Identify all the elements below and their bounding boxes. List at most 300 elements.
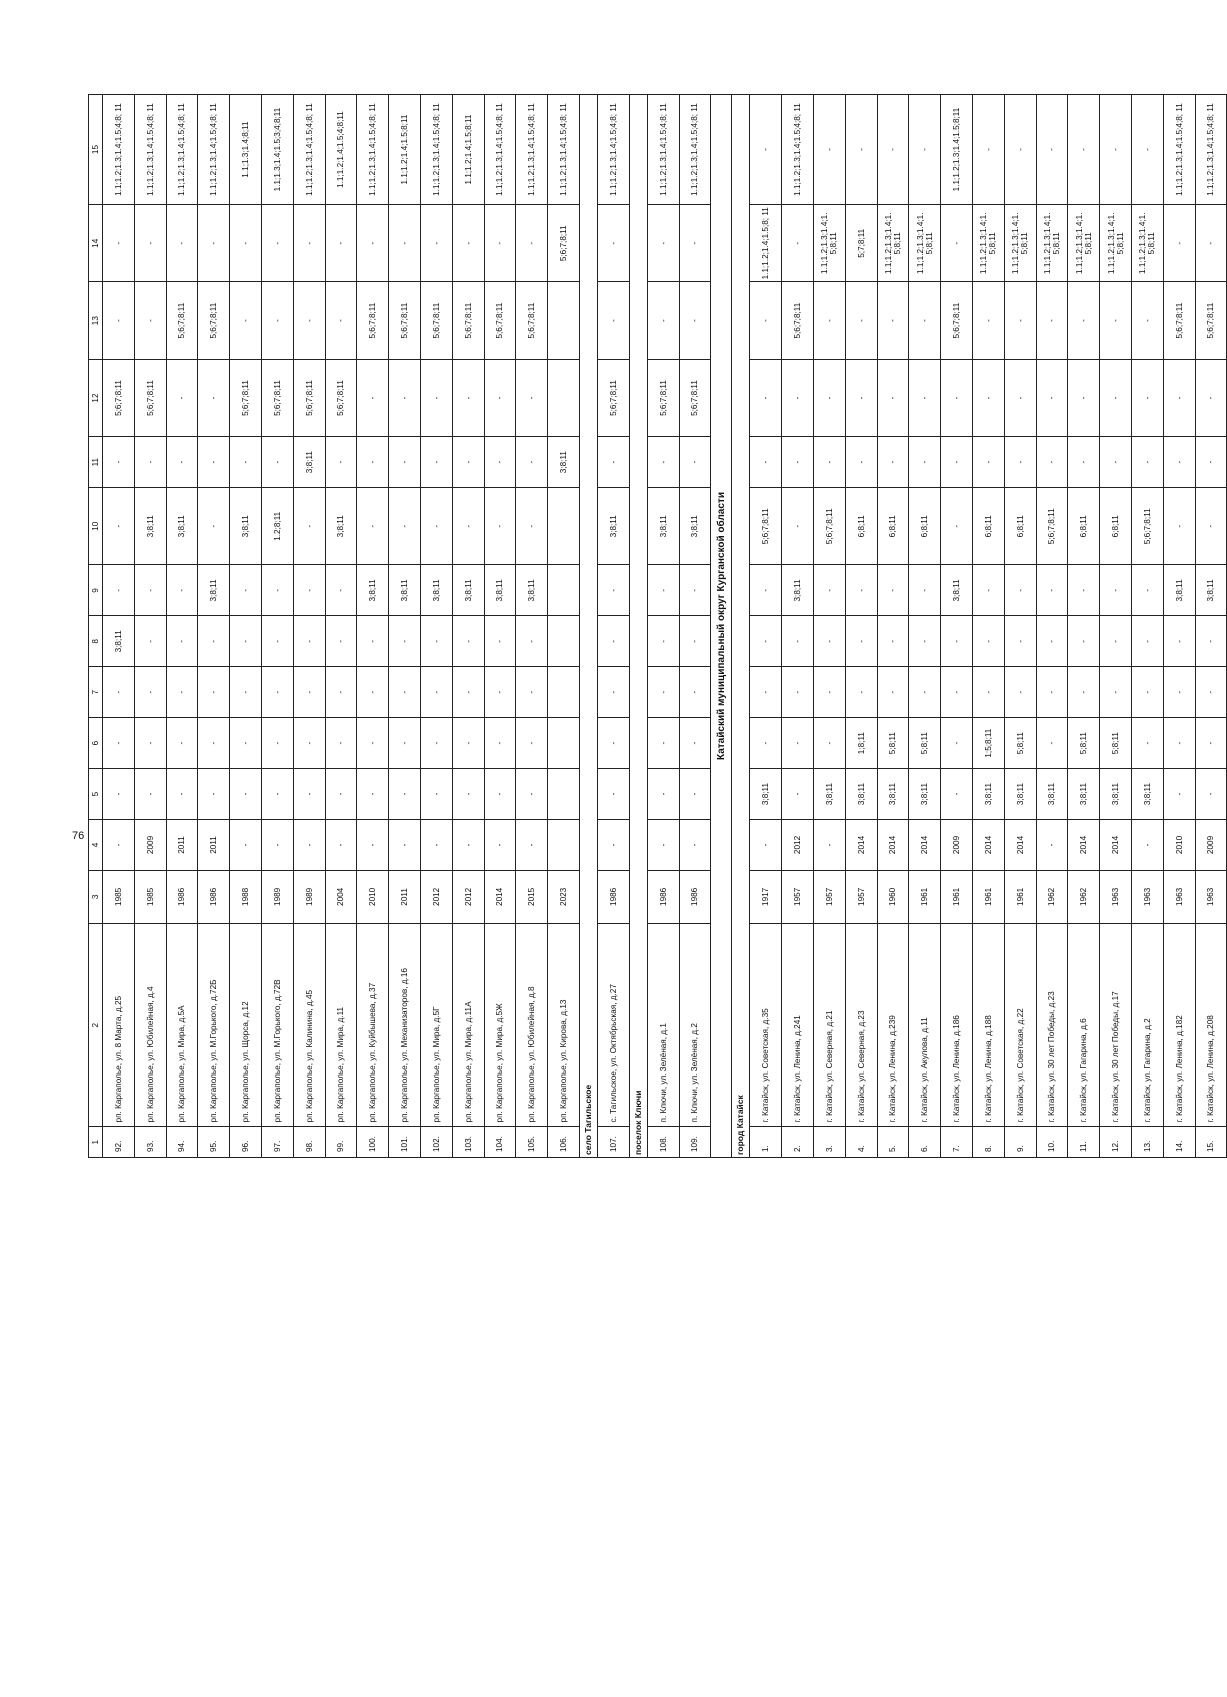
table-cell: -	[679, 769, 711, 820]
table-cell: -	[1068, 437, 1100, 488]
table-cell: -	[325, 718, 357, 769]
table-cell: -	[261, 718, 293, 769]
row-number: 9.	[1004, 1127, 1036, 1158]
table-cell: -	[1195, 437, 1227, 488]
table-cell	[548, 359, 580, 436]
table-cell: -	[103, 769, 135, 820]
table-cell: -	[357, 769, 389, 820]
table-cell: -	[484, 616, 516, 667]
table-cell: 5;6;7;8;11	[597, 359, 629, 436]
table-cell: -	[1131, 616, 1163, 667]
table-cell: -	[1195, 769, 1227, 820]
table-cell: -	[1004, 565, 1036, 616]
table-cell: -	[813, 359, 845, 436]
table-cell: -	[597, 437, 629, 488]
address-cell: рп. Каргаполье, ул. Мира, д.5Г	[420, 923, 452, 1127]
table-cell: 5;6;7;8;11	[103, 359, 135, 436]
table-cell: -	[1163, 437, 1195, 488]
table-cell: -	[293, 488, 325, 565]
address-cell: г. Катайск, ул. Ленина, д.186	[941, 923, 973, 1127]
table-cell: -	[813, 820, 845, 871]
table-cell: -	[750, 616, 782, 667]
table-cell: -	[261, 437, 293, 488]
table-cell: -	[782, 667, 814, 718]
table-cell: -	[420, 769, 452, 820]
table-cell: 3;8;11	[1131, 769, 1163, 820]
table-cell: 5;6;7;8;11	[941, 282, 973, 359]
table-cell: 5;6;7;8;11	[166, 282, 198, 359]
table-cell: -	[357, 718, 389, 769]
table-cell: 3;8;11	[357, 565, 389, 616]
table-cell	[548, 667, 580, 718]
table-row	[420, 95, 452, 1158]
address-cell: г. Катайск, ул. Ленина, д.241	[782, 923, 814, 1127]
table-cell: -	[452, 359, 484, 436]
table-cell: 1988	[230, 870, 262, 923]
table-cell: -	[134, 565, 166, 616]
table-cell: -	[134, 667, 166, 718]
table-cell: -	[103, 205, 135, 282]
table-row	[972, 95, 1004, 1158]
table-cell: -	[1004, 616, 1036, 667]
table-cell: -	[103, 565, 135, 616]
table-cell: 1.1;1.2;1.3;1.4;1. 5;8;11	[909, 205, 941, 282]
table-cell: 5;6;7;8;11	[750, 488, 782, 565]
table-cell: 3;8;11	[750, 769, 782, 820]
row-number: 94.	[166, 1127, 198, 1158]
table-cell: -	[452, 718, 484, 769]
table-cell: -	[1131, 282, 1163, 359]
table-cell: 2014	[845, 820, 877, 871]
table-row	[845, 95, 877, 1158]
table-cell: -	[1068, 282, 1100, 359]
table-cell: 2012	[452, 870, 484, 923]
table-cell: 2010	[357, 870, 389, 923]
table-cell: 2014	[1100, 820, 1132, 871]
table-cell: 1.1;1.2;1.3;1.4;1. 5;8;11	[1068, 205, 1100, 282]
table-cell: -	[972, 95, 1004, 205]
address-cell: г. Катайск, ул. 30 лет Победы, д.23	[1036, 923, 1068, 1127]
table-cell	[548, 488, 580, 565]
table-row	[516, 95, 548, 1158]
table-cell: -	[484, 820, 516, 871]
table-cell: 1963	[1131, 870, 1163, 923]
table-cell: 2011	[166, 820, 198, 871]
table-cell: -	[679, 205, 711, 282]
table-row	[877, 95, 909, 1158]
table-cell: 1.1;1.2;1.3;1.4;1.5;4;8; 11	[548, 95, 580, 205]
table-cell: 1963	[1195, 870, 1227, 923]
table-cell: -	[1163, 718, 1195, 769]
table-cell: 2014	[1004, 820, 1036, 871]
table-cell: 5;6;7;8;11	[1036, 488, 1068, 565]
table-cell	[548, 616, 580, 667]
table-cell: -	[230, 718, 262, 769]
address-cell: г. Катайск, ул. Северная, д.21	[813, 923, 845, 1127]
table-row	[1100, 95, 1132, 1158]
table-cell: -	[420, 718, 452, 769]
table-cell: -	[230, 667, 262, 718]
row-number: 6.	[909, 1127, 941, 1158]
table-cell: -	[750, 820, 782, 871]
row-number: 4.	[845, 1127, 877, 1158]
table-cell: 6;8;11	[877, 488, 909, 565]
table-cell: -	[516, 616, 548, 667]
table-row	[647, 95, 679, 1158]
page-number: 76	[72, 830, 85, 842]
table-cell: 1.1;1.2;1.3;1.4;1.5;4;8; 11	[103, 95, 135, 205]
table-cell: -	[198, 718, 230, 769]
table-cell: 5;8;11	[909, 718, 941, 769]
header-cell: 14	[89, 205, 103, 282]
table-cell: -	[813, 718, 845, 769]
table-cell: -	[1100, 359, 1132, 436]
table-cell: -	[420, 616, 452, 667]
table-cell: -	[1163, 667, 1195, 718]
table-cell: -	[941, 205, 973, 282]
table-cell: -	[230, 769, 262, 820]
address-cell: г. Катайск, ул. Гагарина, д.2	[1131, 923, 1163, 1127]
table-cell: -	[452, 437, 484, 488]
table-cell: -	[389, 616, 421, 667]
address-cell: рп. Каргаполье, ул. Щорса, д.12	[230, 923, 262, 1127]
table-cell: -	[597, 820, 629, 871]
table-cell: 3;8;11	[325, 488, 357, 565]
section-header-row	[732, 95, 750, 1158]
table-cell: 5;6;7;8;11	[484, 282, 516, 359]
table-cell: 3;8;11	[166, 488, 198, 565]
table-cell: -	[877, 437, 909, 488]
row-number: 98.	[293, 1127, 325, 1158]
table-cell: -	[972, 282, 1004, 359]
table-cell: -	[877, 667, 909, 718]
table-cell: -	[679, 667, 711, 718]
table-cell: 5;8;11	[1004, 718, 1036, 769]
table-cell: -	[484, 437, 516, 488]
table-cell: 3;8;11	[293, 437, 325, 488]
table-cell: -	[516, 488, 548, 565]
building-table	[88, 94, 1227, 1158]
table-cell: 3;8;11	[597, 488, 629, 565]
address-cell: г. Катайск, ул. Ленина, д.208	[1195, 923, 1227, 1127]
table-cell: -	[1131, 718, 1163, 769]
table-cell: 5;6;7;8;11	[230, 359, 262, 436]
table-cell: -	[647, 616, 679, 667]
table-cell: -	[230, 282, 262, 359]
table-cell: 1961	[909, 870, 941, 923]
table-cell: -	[420, 359, 452, 436]
table-cell: -	[1163, 205, 1195, 282]
table-cell: -	[230, 437, 262, 488]
table-cell: -	[813, 437, 845, 488]
table-cell: -	[1131, 820, 1163, 871]
table-cell: -	[452, 616, 484, 667]
table-cell: -	[750, 359, 782, 436]
row-number: 14.	[1163, 1127, 1195, 1158]
table-cell: -	[941, 667, 973, 718]
table-cell: -	[1068, 667, 1100, 718]
table-cell: -	[750, 565, 782, 616]
table-cell: 1.1;1.2;1.3;1.4;1. 5;8;11	[1004, 205, 1036, 282]
address-cell: г. Катайск, ул. Ленина, д.182	[1163, 923, 1195, 1127]
table-cell: 1960	[877, 870, 909, 923]
table-cell: -	[877, 565, 909, 616]
table-cell: -	[1100, 282, 1132, 359]
table-cell: 5;6;7;8;11	[293, 359, 325, 436]
table-cell: -	[293, 616, 325, 667]
table-row	[1131, 95, 1163, 1158]
table-cell: -	[389, 437, 421, 488]
table-cell: 5;6;7;8;11	[357, 282, 389, 359]
table-cell: -	[845, 616, 877, 667]
table-cell: 1961	[941, 870, 973, 923]
table-cell: -	[198, 359, 230, 436]
table-cell: -	[198, 616, 230, 667]
table-row	[261, 95, 293, 1158]
table-cell: -	[230, 205, 262, 282]
address-cell: г. Катайск, ул. Ленина, д.239	[877, 923, 909, 1127]
table-cell: 1.1;1.2;1.3;1.4;1.5;4;8; 11	[293, 95, 325, 205]
table-cell: -	[877, 282, 909, 359]
table-cell: -	[103, 488, 135, 565]
address-cell: рп. Каргаполье, ул. Юбилейная, д.8	[516, 923, 548, 1127]
table-cell: -	[389, 359, 421, 436]
table-cell: -	[1036, 282, 1068, 359]
table-row	[1195, 95, 1227, 1158]
table-cell: -	[941, 769, 973, 820]
table-cell: 1917	[750, 870, 782, 923]
address-cell: рп. Каргаполье, ул. Мира, д.5Ж	[484, 923, 516, 1127]
table-row	[1004, 95, 1036, 1158]
table-cell: -	[452, 667, 484, 718]
header-cell: 2	[89, 923, 103, 1127]
table-cell: -	[647, 769, 679, 820]
table-cell: -	[647, 565, 679, 616]
table-cell: 5;8;11	[1068, 718, 1100, 769]
table-cell: -	[813, 616, 845, 667]
table-cell: 1;8;11	[845, 718, 877, 769]
table-cell: 3;8;11	[230, 488, 262, 565]
address-cell: рп. Каргаполье, ул. Мира, д.11	[325, 923, 357, 1127]
table-cell: 1.1;1.3;1.4;8;11	[230, 95, 262, 205]
table-cell: -	[1004, 282, 1036, 359]
table-cell: 1.1;1.2;1.3;1.4;1.5;4;8; 11	[516, 95, 548, 205]
table-cell: 3;8;11	[972, 769, 1004, 820]
table-cell: -	[357, 488, 389, 565]
table-cell: -	[909, 616, 941, 667]
table-cell: -	[1004, 437, 1036, 488]
table-cell: 5;6;7;8;11	[1131, 488, 1163, 565]
table-cell: -	[1100, 667, 1132, 718]
table-cell: -	[1004, 95, 1036, 205]
table-cell: 1.1;1.2;1.4;1.5;8;11	[389, 95, 421, 205]
table-cell: -	[782, 437, 814, 488]
table-cell: 1986	[597, 870, 629, 923]
table-cell: -	[1131, 667, 1163, 718]
table-cell: 1.1;1.2;1.3;1.4;1.5;4;8; 11	[1195, 95, 1227, 205]
table-cell: 1.1;1.2;1.3;1.4;1. 5;8;11	[972, 205, 1004, 282]
table-cell: 2011	[198, 820, 230, 871]
table-cell: -	[452, 769, 484, 820]
table-cell: -	[782, 205, 814, 282]
table-cell: -	[516, 820, 548, 871]
table-cell: -	[750, 437, 782, 488]
table-row	[941, 95, 973, 1158]
table-cell: -	[1195, 718, 1227, 769]
table-cell: -	[166, 437, 198, 488]
rotated-table-container	[88, 94, 1216, 1158]
table-cell: 1989	[293, 870, 325, 923]
table-cell: -	[293, 565, 325, 616]
table-cell: 1985	[103, 870, 135, 923]
row-number: 95.	[198, 1127, 230, 1158]
address-cell: рп. Каргаполье, ул. М.Горького, д.72Б	[198, 923, 230, 1127]
table-cell: -	[357, 616, 389, 667]
table-cell: -	[1195, 616, 1227, 667]
table-cell: -	[597, 616, 629, 667]
table-cell: -	[516, 359, 548, 436]
table-cell: -	[325, 616, 357, 667]
table-cell: -	[198, 488, 230, 565]
table-cell: 5;8;11	[1100, 718, 1132, 769]
table-cell: -	[679, 565, 711, 616]
table-cell: -	[198, 769, 230, 820]
header-cell: 13	[89, 282, 103, 359]
address-cell: рп. Каргаполье, ул. Юбилейная, д.4	[134, 923, 166, 1127]
table-cell: 3;8;11	[1100, 769, 1132, 820]
table-cell: -	[750, 95, 782, 205]
table-cell: -	[845, 437, 877, 488]
table-cell: -	[325, 769, 357, 820]
table-cell: -	[1036, 565, 1068, 616]
table-cell: 3;8;11	[134, 488, 166, 565]
table-cell: -	[516, 205, 548, 282]
row-number: 104.	[484, 1127, 516, 1158]
table-cell: 3;8;11	[516, 565, 548, 616]
table-cell: 1;5;8;11	[972, 718, 1004, 769]
table-cell: 1.1;1.2;1.3;1.4;1.5;4;8; 11	[420, 95, 452, 205]
table-cell: 1.1;1.2;1.3;1.4;1.5;4;8; 11	[357, 95, 389, 205]
table-row	[548, 95, 580, 1158]
table-cell: -	[420, 205, 452, 282]
table-cell: -	[166, 718, 198, 769]
table-cell: -	[1131, 565, 1163, 616]
table-cell: -	[845, 282, 877, 359]
table-row	[813, 95, 845, 1158]
table-row	[357, 95, 389, 1158]
table-cell: -	[909, 667, 941, 718]
table-cell: -	[597, 667, 629, 718]
table-cell: 3;8;11	[845, 769, 877, 820]
table-cell: -	[134, 437, 166, 488]
table-cell: -	[941, 718, 973, 769]
table-cell: 3;8;11	[813, 769, 845, 820]
table-cell: -	[972, 565, 1004, 616]
table-row	[679, 95, 711, 1158]
table-cell: -	[647, 820, 679, 871]
table-cell: 2015	[516, 870, 548, 923]
table-cell: -	[972, 437, 1004, 488]
table-cell: -	[813, 282, 845, 359]
table-cell: -	[484, 667, 516, 718]
table-cell: 2023	[548, 870, 580, 923]
table-cell: 5;6;7;8;11	[389, 282, 421, 359]
table-row	[452, 95, 484, 1158]
table-cell: -	[1100, 437, 1132, 488]
section-title: город Катайск	[732, 95, 750, 1158]
row-number: 109.	[679, 1127, 711, 1158]
table-cell	[548, 282, 580, 359]
table-cell: -	[325, 667, 357, 718]
address-cell: с. Тагильское, ул. Октябрьская, д.27	[597, 923, 629, 1127]
table-cell: 1.1;1.2;1.3;1.4;1. 5;8;11	[1100, 205, 1132, 282]
table-cell: -	[452, 488, 484, 565]
table-cell: -	[484, 488, 516, 565]
table-row	[293, 95, 325, 1158]
table-cell: 1957	[813, 870, 845, 923]
header-cell: 11	[89, 437, 103, 488]
table-cell: -	[597, 718, 629, 769]
header-cell: 12	[89, 359, 103, 436]
table-cell: -	[389, 769, 421, 820]
table-cell: -	[647, 718, 679, 769]
table-cell: 3;8;11	[941, 565, 973, 616]
table-cell: 1.1;1.3;1.4;1.5;3;4;8;11	[261, 95, 293, 205]
table-cell: -	[1068, 95, 1100, 205]
table-cell: -	[166, 667, 198, 718]
table-cell: -	[325, 565, 357, 616]
table-cell: -	[293, 282, 325, 359]
table-cell: 5;6;7;8;11	[261, 359, 293, 436]
table-cell: -	[1131, 437, 1163, 488]
table-cell: 1.1;1.2;1.3;1.4;1.5;4;8; 11	[198, 95, 230, 205]
header-cell: 3	[89, 870, 103, 923]
table-cell: -	[1100, 565, 1132, 616]
table-cell: -	[1195, 667, 1227, 718]
table-cell: -	[1131, 359, 1163, 436]
table-cell: -	[325, 282, 357, 359]
table-cell: -	[230, 565, 262, 616]
table-cell: -	[389, 488, 421, 565]
table-cell: -	[420, 667, 452, 718]
header-cell: 9	[89, 565, 103, 616]
table-cell: 2011	[389, 870, 421, 923]
table-cell: 6;8;11	[972, 488, 1004, 565]
table-cell: 3;8;11	[679, 488, 711, 565]
table-cell: -	[166, 565, 198, 616]
table-cell: -	[813, 95, 845, 205]
table-cell: -	[941, 616, 973, 667]
table-cell: 3;8;11	[484, 565, 516, 616]
table-cell: 3;8;11	[1036, 769, 1068, 820]
table-cell	[548, 820, 580, 871]
table-cell: -	[325, 437, 357, 488]
table-cell: 2009	[941, 820, 973, 871]
address-cell: г. Катайск, ул. Северная, д.23	[845, 923, 877, 1127]
table-row	[166, 95, 198, 1158]
table-cell: 1963	[1100, 870, 1132, 923]
row-number: 107.	[597, 1127, 629, 1158]
table-cell: 3;8;11	[909, 769, 941, 820]
table-row	[909, 95, 941, 1158]
table-cell: 5;6;7;8;11	[420, 282, 452, 359]
table-cell: -	[357, 820, 389, 871]
table-cell: 5;7;8;11	[845, 205, 877, 282]
table-cell: 1.1;1.2;1.3;1.4;1. 5;8;11	[1036, 205, 1068, 282]
table-cell: 1.1;1.2;1.3;1.4;1.5;4;8; 11	[679, 95, 711, 205]
table-cell: 1986	[166, 870, 198, 923]
table-row	[389, 95, 421, 1158]
